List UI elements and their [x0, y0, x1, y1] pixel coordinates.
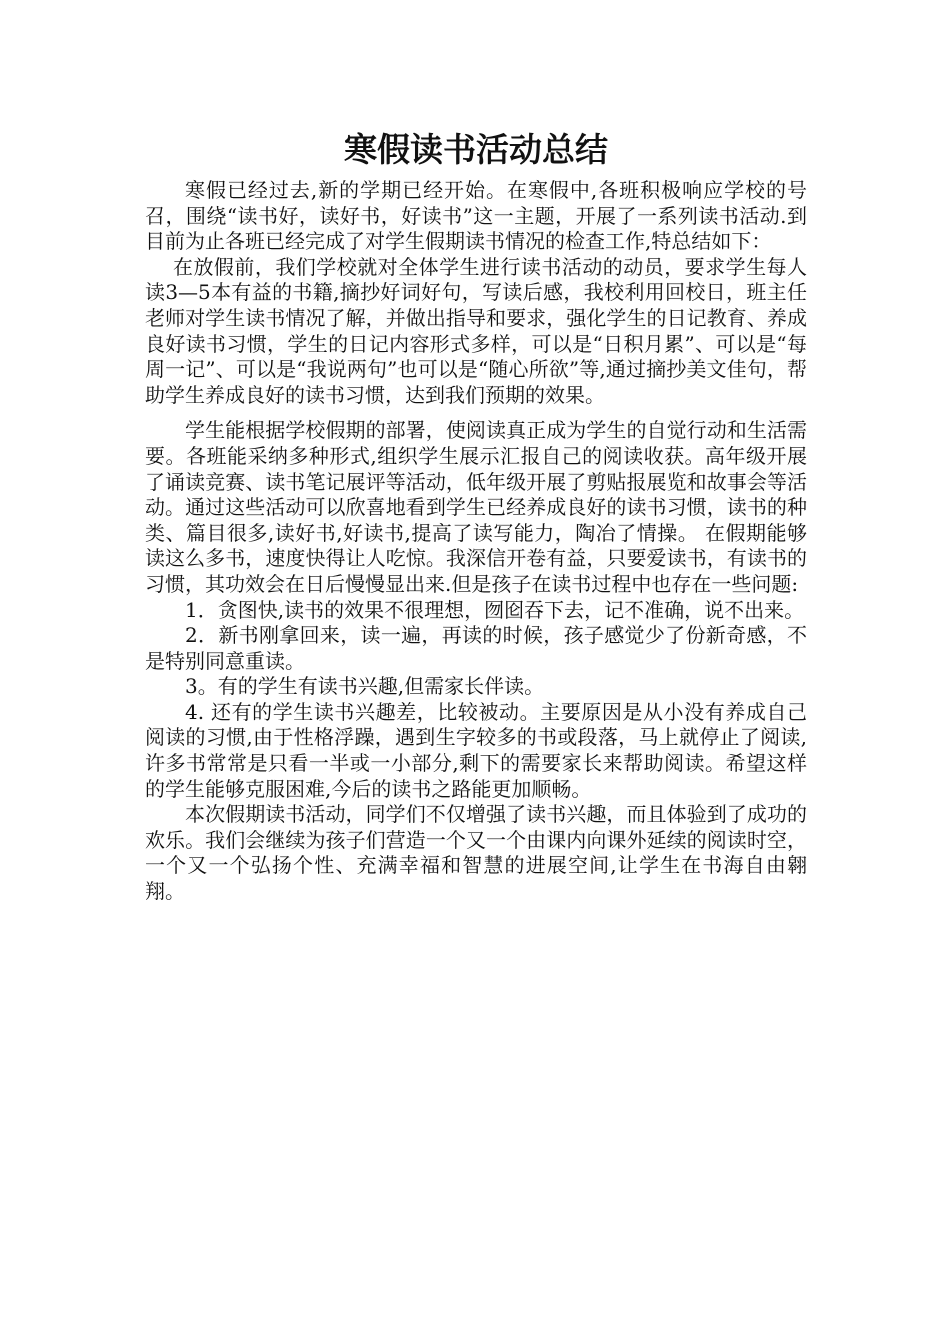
document-title: 寒假读书活动总结 — [344, 130, 608, 169]
paragraph-conclusion: 本次假期读书活动，同学们不仅增强了读书兴趣，而且体验到了成功的欢乐。我们会继续为孩子们营造一个又一个由课内向课外延续的阅读时空，一个又一个弘扬个性、充满幸福和智慧的进展空间,让学生在书海自由翱翔。 — [145, 802, 807, 904]
paragraph-intro: 寒假已经过去,新的学期已经开始。在寒假中,各班积极响应学校的号召，围绕“读书好，读好书，好读书”这一主题，开展了一系列读书活动.到目前为止各班已经完成了对学生假期读书情况的检查工作,特总结如下： — [145, 178, 807, 254]
paragraph-problem-2: 2．新书刚拿回来，读一遍，再读的时候，孩子感觉少了份新奇感，不是特别同意重读。 — [145, 623, 807, 673]
document-page — [145, 128, 807, 905]
paragraph-problem-1: 1．贪图快,读书的效果不很理想，囫囵吞下去，记不准确，说不出来。 — [185, 597, 805, 622]
paragraph-problem-4: 4. 还有的学生读书兴趣差，比较被动。主要原因是从小没有养成自己阅读的习惯,由于性格浮躁，遇到生字较多的书或段落，马上就停止了阅读,许多书常常是只看一半或一小部分,剩下的需要家长来帮助阅读。希望这样的学生能够克服困难,今后的读书之路能更加顺畅。 — [145, 699, 807, 801]
paragraph-activities: 学生能根据学校假期的部署，使阅读真正成为学生的自觉行动和生活需要。各班能采纳多种形式,组织学生展示汇报自己的阅读收获。高年级开展了诵读竞赛、读书笔记展评等活动，低年级开展了剪贴报展览和故事会等活动。通过这些活动可以欣喜地看到学生已经养成良好的读书习惯，读书的种类、篇目很多,读好书,好读书,提高了读写能力，陶冶了情操。 在假期能够读这么多书，速度快得让人吃惊。我深信开卷有益，只要爱读书，有读书的习惯，其功效会在日后慢慢显出来.但是孩子在读书过程中也存在一些问题: — [145, 418, 807, 596]
paragraph-problem-3: 3。有的学生有读书兴趣,但需家长伴读。 — [185, 674, 545, 699]
paragraph-preparation: 在放假前，我们学校就对全体学生进行读书活动的动员，要求学生每人读3—5本有益的书籍,摘抄好词好句，写读后感，我校利用回校日，班主任老师对学生读书情况了解，并做出指导和要求，强化学生的日记教育、养成良好读书习惯，学生的日记内容形式多样，可以是“日积月累”、可以是“每周一记”、可以是“我说两句”也可以是“随心所欲”等,通过摘抄美文佳句，帮助学生养成良好的读书习惯，达到我们预期的效果。 — [145, 254, 807, 407]
